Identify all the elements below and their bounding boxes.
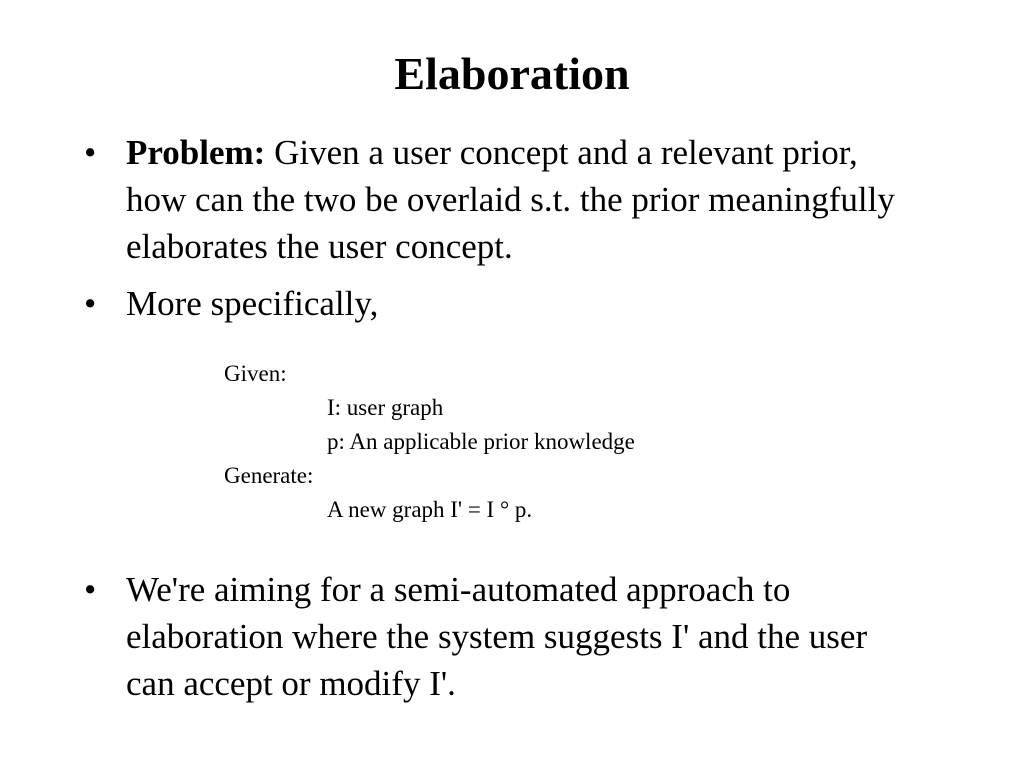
bullet-body: We're aiming for a semi-automated approach to elaboration where the system suggests I' and the user can accept or modify I'. xyxy=(126,570,868,703)
bullet-text xyxy=(126,566,904,707)
bullet-text xyxy=(126,129,904,270)
bullet-dot: • xyxy=(84,133,97,172)
bullet-dot: • xyxy=(84,570,97,609)
given-item: p: An applicable prior knowledge xyxy=(327,429,635,454)
bullet-dot: • xyxy=(84,284,97,323)
generate-item: A new graph I' = I ° p. xyxy=(327,497,533,522)
given-label: Given: xyxy=(224,361,287,386)
slide-title: Elaboration xyxy=(394,48,630,99)
generate-label: Generate: xyxy=(224,463,314,488)
bullet-body: Given a user concept and a relevant prior, how can the two be overlaid s.t. the prior meaningfully elaborates the user concept. xyxy=(126,133,895,266)
given-item: I: user graph xyxy=(327,395,444,420)
bullet-approach xyxy=(84,566,904,707)
bullet-body: More specifically, xyxy=(126,284,379,323)
bullet-lead: Problem: xyxy=(126,133,266,172)
bullet-more-specifically xyxy=(84,280,904,327)
bullet-text xyxy=(126,280,904,327)
bullet-problem xyxy=(84,129,904,270)
